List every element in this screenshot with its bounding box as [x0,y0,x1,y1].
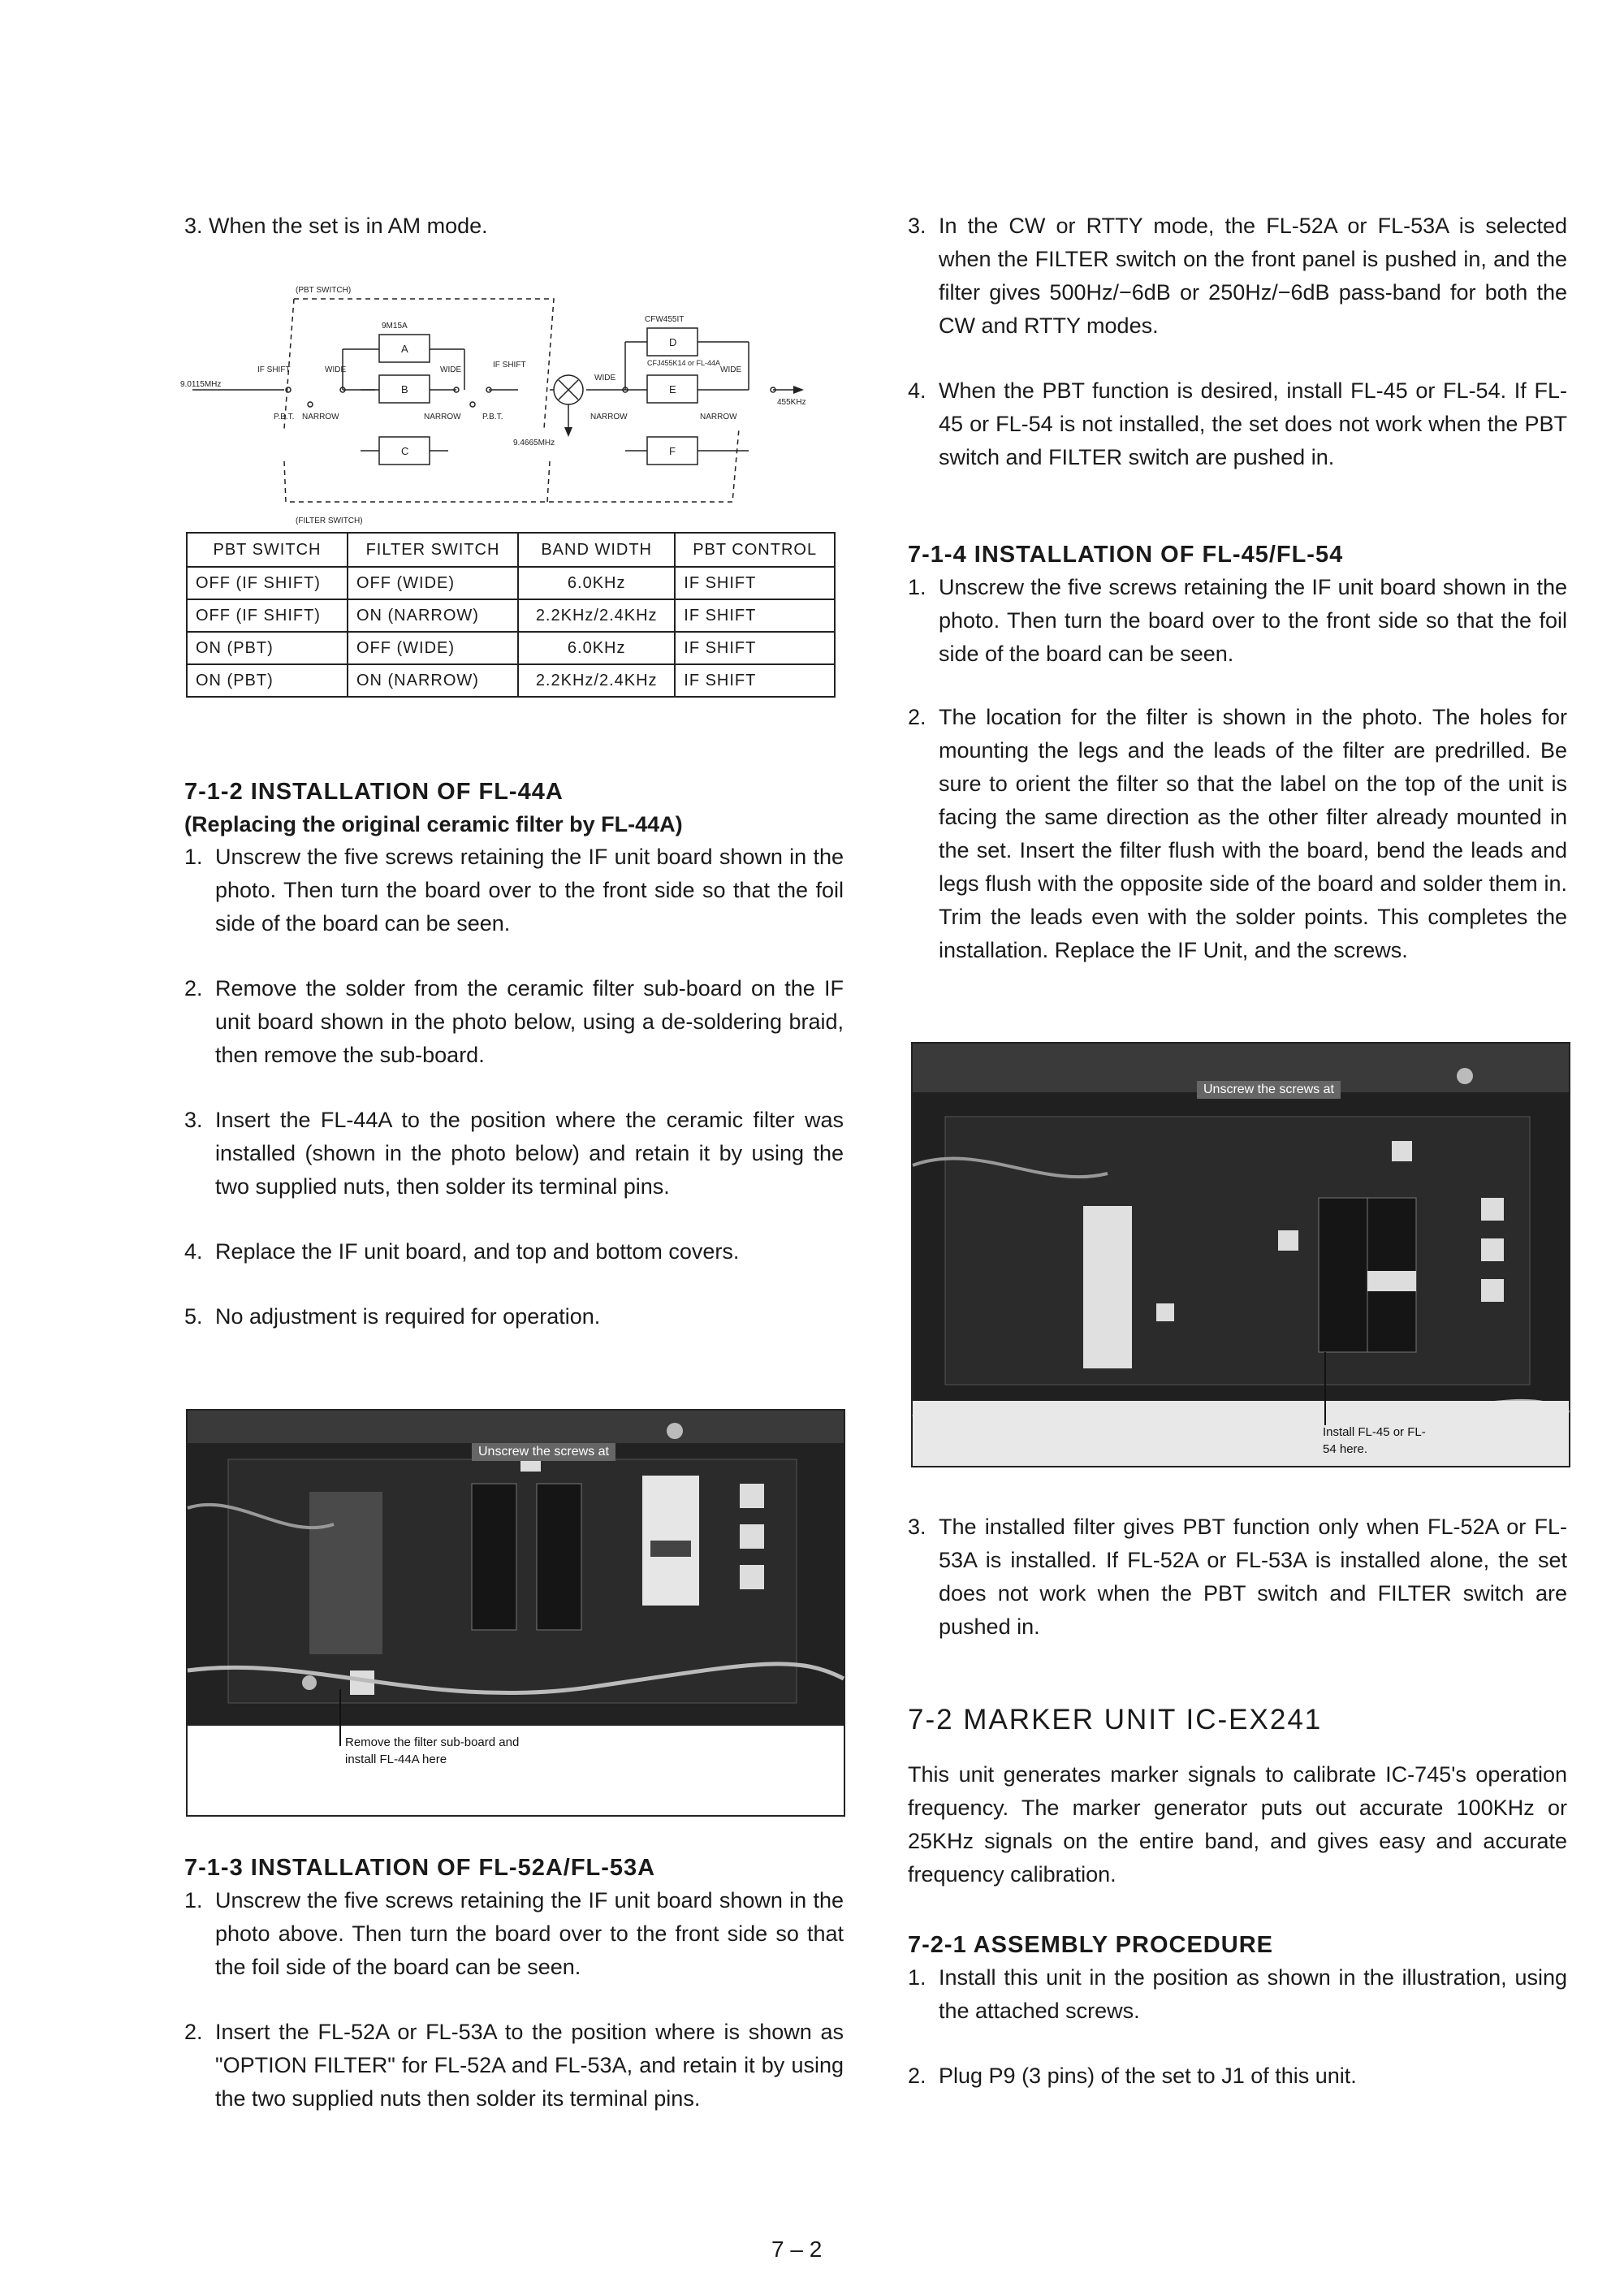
section-7-2 [908,1701,1567,1891]
table-cell: 2.2KHz/2.4KHz [518,664,675,697]
list-item [908,571,1567,671]
wide-label-2: WIDE [440,365,462,374]
pbt-switch-label: (PBT SWITCH) [296,286,352,295]
filter-switch-label: (FILTER SWITCH) [296,516,363,525]
photo-overlay-label: Unscrew the screws at [472,1443,615,1461]
item-text: Unscrew the five screws retaining the IF unit board shown in the photo. Then turn the board over to the front side so that the foil side of the board can be seen. [939,575,1567,666]
list-item [908,374,1567,474]
box-d-label: D [669,336,677,348]
table-cell: ON (PBT) [187,664,348,697]
right-item-3 [908,1511,1567,1644]
if-unit-photo-right [911,1042,1570,1467]
item-text: Remove the solder from the ceramic filter sub-board on the IF unit board shown in the photo below, using a de-soldering braid, then remove the sub-board. [215,976,844,1067]
item-text: When the PBT function is desired, install FL-45 or FL-54. If FL-45 or FL-54 is not installed, the set does not work when the PBT switch and FILTER switch are pushed in. [939,378,1567,469]
if-shift-label-2: IF SHIFT [493,361,526,370]
table-row [187,599,835,632]
am-mode-title: 3. When the set is in AM mode. [184,214,488,238]
header-cell: PBT SWITCH [187,533,348,567]
page-number: 7 – 2 [771,2237,823,2262]
item-text: Insert the FL-44A to the position where the ceramic filter was installed (shown in the photo below) and retain it by using the two supplied nuts, then solder its terminal pins. [215,1108,844,1199]
section-7-1-2 [184,776,844,1333]
table-cell: IF SHIFT [675,664,835,697]
right-top-items [908,210,1567,474]
item-number: 1. [908,575,926,599]
table-cell: ON (PBT) [187,632,348,664]
table-cell: IF SHIFT [675,599,835,632]
item-text: The location for the filter is shown in the photo. The holes for mounting the legs and the leads of the filter are predrilled. Be sure to orient the filter so that the label on the top of the unit is facing the same direction as the other filter already mounted in the set. Insert the filter flush with the board, bend the leads and legs flush with the opposite side of the board and solder them in. Trim the leads even with the solder points. This completes the installation. Replace the IF Unit, and the screws. [939,705,1567,962]
list-item [184,1104,844,1204]
pbt-filter-table [186,532,836,698]
table-cell: OFF (IF SHIFT) [187,567,348,599]
header-cell: PBT CONTROL [675,533,835,567]
item-number: 1. [184,1888,203,1912]
pbt-label-2: P.B.T. [482,413,503,421]
pbt-block-diagram [180,274,814,525]
header-cell: BAND WIDTH [518,533,675,567]
table-cell: ON (NARROW) [348,599,518,632]
narrow-label-2: NARROW [424,413,461,421]
item-number: 3. [184,1108,203,1132]
table-cell: OFF (WIDE) [348,632,518,664]
caption-leader-line [1324,1352,1326,1425]
item-number: 4. [184,1239,203,1264]
lo-freq-label: 9.4665MHz [513,439,555,447]
box-c-label: C [401,445,409,457]
cfj-label: CFJ455K14 or FL-44A [647,359,721,367]
table-row [187,632,835,664]
narrow-label-3: NARROW [590,413,628,421]
item-text: Plug P9 (3 pins) of the set to J1 of this unit. [939,2064,1357,2088]
photo-overlay-label: Unscrew the screws at [1197,1081,1341,1099]
item-text: Install this unit in the position as shown in the illustration, using the attached screws. [939,1965,1567,2023]
table-cell: IF SHIFT [675,567,835,599]
item-number: 2. [908,2064,926,2088]
item-number: 2. [908,705,926,729]
item-number: 3. [908,1515,926,1539]
item-number: 2. [184,976,203,1001]
item-number: 1. [908,1965,926,1990]
photo-caption: Install FL-45 or FL-54 here. [1323,1425,1426,1456]
list-item [908,1961,1567,2028]
section-heading: 7-2 MARKER UNIT IC-EX241 [908,1704,1323,1735]
list-item [908,1511,1567,1644]
item-text: Unscrew the five screws retaining the IF unit board shown in the photo. Then turn the board over to the front side so that the foil side of the board can be seen. [215,845,844,936]
if-unit-photo-left [186,1409,845,1729]
table-cell: OFF (WIDE) [348,567,518,599]
list-item [184,2016,844,2116]
item-number: 2. [184,2020,203,2044]
caption-leader-line [339,1689,341,1746]
narrow-label-4: NARROW [700,413,737,421]
wide-label-4: WIDE [720,365,742,374]
section-7-1-3 [184,1852,844,2116]
item-text: Unscrew the five screws retaining the IF unit board shown in the photo above. Then turn the board over to the front side so that the foil side of the board can be seen. [215,1888,844,1979]
table-cell: IF SHIFT [675,632,835,664]
table-row [187,567,835,599]
item-text: The installed filter gives PBT function only when FL-52A or FL-53A is installed. If FL-52A or FL-53A is installed alone, the set does not work when the PBT switch and FILTER switch are pushed in. [939,1515,1567,1639]
list-item [908,210,1567,343]
item-number: 5. [184,1304,203,1329]
list-item [184,1300,844,1333]
item-text: Insert the FL-52A or FL-53A to the position where is shown as "OPTION FILTER" for FL-52A and FL-53A, and retain it by using the two supplied nuts then solder its terminal pins. [215,2020,844,2111]
section-heading: 7-1-2 INSTALLATION OF FL-44A [184,779,564,805]
pbt-label-1: P.B.T. [274,413,295,421]
narrow-label-1: NARROW [302,413,339,421]
item-number: 4. [908,378,926,403]
item-text: No adjustment is required for operation. [215,1304,601,1329]
if-shift-label-1: IF SHIFT [257,365,291,374]
section-heading: 7-1-3 INSTALLATION OF FL-52A/FL-53A [184,1855,656,1881]
table-row [187,664,835,697]
section-subheading: (Replacing the original ceramic filter by FL-44A) [184,812,683,836]
list-item [184,972,844,1072]
item-number: 3. [908,214,926,238]
photo-caption: Remove the filter sub-board and install FL-44A here [345,1735,520,1766]
section-heading: 7-1-4 INSTALLATION OF FL-45/FL-54 [908,542,1344,568]
wide-label-1: WIDE [325,365,347,374]
wide-label-3: WIDE [594,374,616,382]
box-b-label: B [401,383,408,395]
list-item [184,1884,844,1984]
list-item [908,701,1567,967]
section-heading: 7-2-1 ASSEMBLY PROCEDURE [908,1932,1273,1958]
header-cell: FILTER SWITCH [348,533,518,567]
filter-top-label: 9M15A [382,322,408,331]
box-a-label: A [401,343,408,355]
section-body: This unit generates marker signals to calibrate IC-745's operation frequency. The marker generator puts out accurate 100KHz or 25KHz signals on the entire band, and gives easy and accurate frequency calibration. [908,1762,1567,1887]
if-unit-board-image [913,1044,1569,1466]
item-text: Replace the IF unit board, and top and bottom covers. [215,1239,740,1264]
list-item [184,1235,844,1269]
list-item [908,2059,1567,2093]
table-cell: 6.0KHz [518,567,675,599]
list-item [184,841,844,940]
freq-out-label: 455KHz [777,398,806,407]
cfw-label: CFW455IT [645,315,685,324]
table-header-row [187,533,835,567]
item-number: 1. [184,845,203,869]
freq-in-label: 9.0115MHz [180,380,222,389]
box-f-label: F [669,445,676,457]
table-cell: 6.0KHz [518,632,675,664]
table-cell: OFF (IF SHIFT) [187,599,348,632]
section-7-1-4 [908,538,1567,967]
box-e-label: E [669,383,676,395]
item-text: In the CW or RTTY mode, the FL-52A or FL-53A is selected when the FILTER switch on the front panel is pushed in, and the filter gives 500Hz/−6dB or 250Hz/−6dB pass-band for both the CW and RTTY modes. [939,214,1567,338]
table-cell: 2.2KHz/2.4KHz [518,599,675,632]
section-7-2-1 [908,1929,1567,2093]
table-cell: ON (NARROW) [348,664,518,697]
